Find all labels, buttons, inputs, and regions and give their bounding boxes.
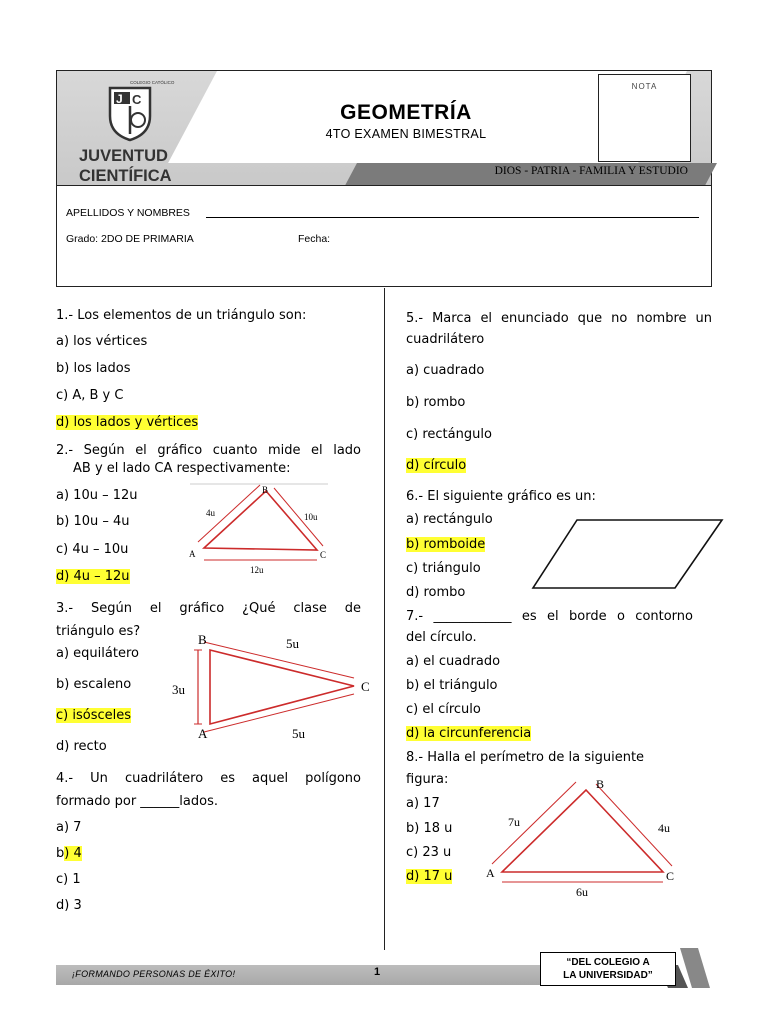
svg-text:J: J <box>116 92 123 106</box>
q4-answer: ) 4 <box>64 846 82 861</box>
slogan-box <box>540 952 676 986</box>
q8-option-c: c) 23 u <box>406 845 452 860</box>
question-5-line1: 5.- Marca el enunciado que no nombre un <box>406 311 712 326</box>
q4-option-c: c) 1 <box>56 872 81 887</box>
q1-answer: d) los lados y vértices <box>56 415 199 430</box>
question-2-line1: 2.- Según el gráfico cuanto mide el lado <box>56 443 361 458</box>
q6-option-d: d) rombo <box>406 585 466 600</box>
question-7-line2: del círculo. <box>406 630 477 645</box>
q7-answer: d) la circunferencia <box>406 726 532 741</box>
fig3-side-bc: 5u <box>286 636 299 651</box>
date-label: Fecha: <box>298 233 331 245</box>
question-3-line1: 3.- Según el gráfico ¿Qué clase de <box>56 601 361 616</box>
q4-option-d: d) 3 <box>56 898 82 913</box>
fig3-vertex-c: C <box>361 679 370 694</box>
fig8-vertex-c: C <box>666 869 675 883</box>
q7-option-a: a) el cuadrado <box>406 654 501 669</box>
slogan-line2: LA UNIVERSIDAD” <box>563 970 653 981</box>
q3-option-b: b) escaleno <box>56 677 132 692</box>
fig3-vertex-a: A <box>198 726 208 741</box>
q1-option-c: c) A, B y C <box>56 388 124 403</box>
fig3-side-ac: 5u <box>292 726 305 741</box>
q2-option-a: a) 10u – 12u <box>56 488 138 503</box>
exam-title: GEOMETRÍA <box>340 101 472 124</box>
fig8-side-bc: 4u <box>658 821 670 835</box>
triangle-figure-q8 <box>480 776 698 906</box>
fig2-vertex-b: B <box>262 485 269 495</box>
q3-option-d: d) recto <box>56 739 107 754</box>
q2-answer: d) 4u – 12u <box>56 569 130 584</box>
fig8-vertex-a: A <box>486 866 495 880</box>
fig3-side-ab: 3u <box>172 682 185 697</box>
question-4-line1: 4.- Un cuadrilátero es aquel polígono <box>56 771 361 786</box>
q1-option-a: a) los vértices <box>56 334 148 349</box>
q4-option-b <box>56 844 82 864</box>
question-7-line1: 7.- ____________ es el borde o contorno <box>406 609 693 624</box>
q4-option-b-prefix: b <box>56 846 65 861</box>
q7-option-b: b) el triángulo <box>406 678 498 693</box>
grade-label: Grado: 2DO DE PRIMARIA <box>66 233 194 245</box>
triangle-figure-q2 <box>180 480 330 580</box>
q8-option-a: a) 17 <box>406 796 440 811</box>
question-3-line2: triángulo es? <box>56 624 141 639</box>
q1-option-b: b) los lados <box>56 361 131 376</box>
exam-subtitle: 4TO EXAMEN BIMESTRAL <box>325 127 487 141</box>
q5-option-c: c) rectángulo <box>406 427 492 442</box>
grade-box[interactable] <box>598 74 691 162</box>
q2-option-b: b) 10u – 4u <box>56 514 130 529</box>
fig2-vertex-c: C <box>320 550 327 560</box>
q5-option-d <box>406 456 466 476</box>
school-logo <box>79 76 200 186</box>
question-8-line2: figura: <box>406 772 449 787</box>
q6-answer: b) romboide <box>406 537 486 552</box>
q6-option-b <box>406 535 485 555</box>
q8-option-b: b) 18 u <box>406 821 453 836</box>
fig8-vertex-b: B <box>596 777 605 791</box>
school-name-line2: CIENTÍFICA <box>79 167 172 185</box>
q6-option-a: a) rectángulo <box>406 512 493 527</box>
school-name-line1: JUVENTUD <box>79 147 168 165</box>
slogan-line1: “DEL COLEGIO A <box>566 957 650 968</box>
fig2-vertex-a: A <box>189 549 196 559</box>
q3-answer: c) isósceles <box>56 708 131 723</box>
name-line[interactable] <box>206 217 699 218</box>
q2-option-c: c) 4u – 10u <box>56 542 129 557</box>
footer-motto: ¡FORMANDO PERSONAS DE ÉXITO! <box>72 969 236 979</box>
question-5-line2: cuadrilátero <box>406 332 485 347</box>
question-6: 6.- El siguiente gráfico es un: <box>406 489 596 504</box>
q7-option-d <box>406 724 531 744</box>
q6-option-c: c) triángulo <box>406 561 481 576</box>
question-1: 1.- Los elementos de un triángulo son: <box>56 308 307 323</box>
name-label: APELLIDOS Y NOMBRES <box>66 207 190 219</box>
q3-option-c <box>56 706 131 726</box>
q1-option-d <box>56 413 198 433</box>
question-4-line2: formado por ______lados. <box>56 794 218 809</box>
q5-option-a: a) cuadrado <box>406 363 485 378</box>
q4-option-a: a) 7 <box>56 820 82 835</box>
question-2-line2: AB y el lado CA respectivamente: <box>73 461 291 476</box>
parallelogram-figure-q6 <box>530 516 730 596</box>
page-number: 1 <box>374 966 381 978</box>
fig2-side-ab: 4u <box>206 508 215 518</box>
question-8-line1: 8.- Halla el perímetro de la siguiente <box>406 750 645 765</box>
q5-option-b: b) rombo <box>406 395 466 410</box>
svg-text:C: C <box>132 92 142 107</box>
grade-box-label: NOTA <box>631 82 658 91</box>
q8-option-d <box>406 867 452 887</box>
fig8-side-ac: 6u <box>576 885 588 899</box>
q3-option-a: a) equilátero <box>56 646 139 661</box>
q8-answer: d) 17 u <box>406 869 453 884</box>
header-motto: DIOS - PATRIA - FAMILIA Y ESTUDIO <box>494 165 688 177</box>
fig2-side-ac: 12u <box>250 565 264 575</box>
column-divider <box>384 288 385 950</box>
triangle-figure-q3 <box>168 628 380 748</box>
fig3-vertex-b: B <box>198 632 207 647</box>
fig8-side-ab: 7u <box>508 815 520 829</box>
q2-option-d <box>56 567 130 587</box>
fig2-side-bc: 10u <box>304 512 318 522</box>
logo-caption: COLEGIO CATÓLICO <box>130 80 175 85</box>
q7-option-c: c) el círculo <box>406 702 481 717</box>
q5-answer: d) círculo <box>406 458 467 473</box>
